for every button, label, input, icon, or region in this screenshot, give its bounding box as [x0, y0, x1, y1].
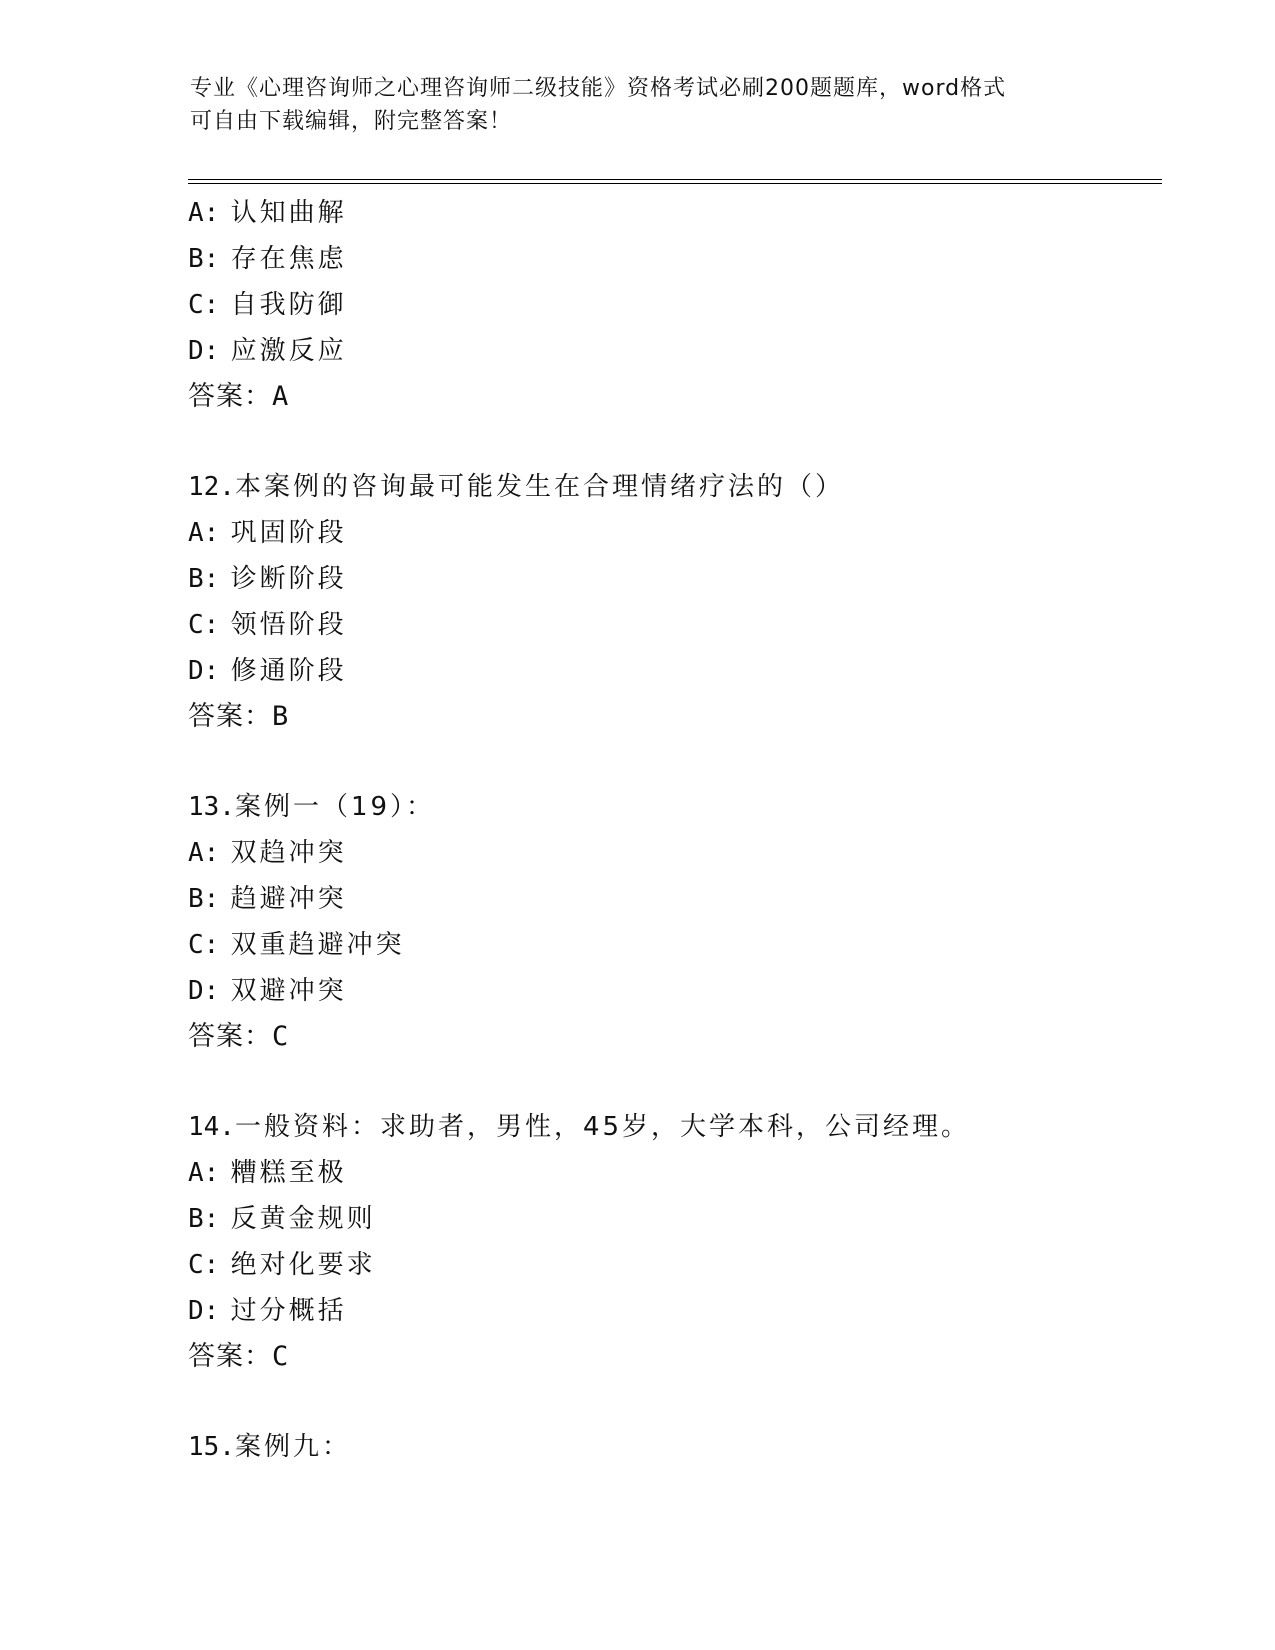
header-line-1: 专业《心理咨询师之心理咨询师二级技能》资格考试必刷200题题库，word格式	[190, 76, 1007, 101]
option-text: 自我防御	[230, 290, 347, 320]
question-block	[188, 464, 1168, 740]
option-d	[188, 1288, 1168, 1334]
question-block	[188, 1424, 1168, 1470]
answer-line	[188, 374, 1168, 420]
answer-line	[188, 1014, 1168, 1060]
option-c	[188, 1242, 1168, 1288]
answer-value: C	[272, 1021, 290, 1052]
option-letter: A:	[188, 518, 220, 548]
answer-value: C	[272, 1341, 290, 1372]
question-stem	[188, 784, 1168, 830]
option-letter: C:	[188, 610, 220, 640]
option-text: 应激反应	[230, 336, 347, 366]
option-c	[188, 282, 1168, 328]
option-letter: A:	[188, 198, 220, 228]
spacer	[188, 1060, 1168, 1104]
question-block	[188, 784, 1168, 1060]
option-letter: D:	[188, 656, 220, 686]
option-b	[188, 236, 1168, 282]
spacer	[188, 1380, 1168, 1424]
spacer	[188, 420, 1168, 464]
option-b	[188, 1196, 1168, 1242]
option-letter: A:	[188, 1158, 220, 1188]
header-divider-top	[188, 179, 1162, 180]
option-a	[188, 1150, 1168, 1196]
answer-value: A	[272, 381, 290, 412]
question-stem	[188, 1424, 1168, 1470]
question-list	[188, 190, 1168, 1470]
option-letter: B:	[188, 244, 220, 274]
option-d	[188, 648, 1168, 694]
question-number: 15.	[188, 1432, 235, 1462]
option-letter: D:	[188, 336, 220, 366]
option-text: 诊断阶段	[230, 564, 347, 594]
answer-value: B	[272, 701, 290, 732]
document-header	[190, 72, 1090, 138]
question-number: 12.	[188, 472, 235, 502]
question-number: 13.	[188, 792, 235, 822]
option-letter: B:	[188, 884, 220, 914]
option-text: 糟糕至极	[230, 1158, 347, 1188]
question-number: 14.	[188, 1112, 235, 1142]
question-block	[188, 190, 1168, 420]
question-text: 本案例的咨询最可能发生在合理情绪疗法的（）	[234, 472, 844, 502]
option-c	[188, 922, 1168, 968]
header-line-2: 可自由下载编辑，附完整答案！	[190, 109, 513, 134]
answer-line	[188, 694, 1168, 740]
option-text: 双避冲突	[230, 976, 347, 1006]
question-stem	[188, 1104, 1168, 1150]
option-d	[188, 328, 1168, 374]
option-text: 巩固阶段	[230, 518, 347, 548]
answer-label: 答案：	[188, 701, 272, 732]
header-divider-bottom	[188, 183, 1162, 184]
option-letter: D:	[188, 1296, 220, 1326]
question-stem	[188, 464, 1168, 510]
option-letter: C:	[188, 1250, 220, 1280]
option-text: 反黄金规则	[230, 1204, 376, 1234]
option-text: 趋避冲突	[230, 884, 347, 914]
option-letter: C:	[188, 930, 220, 960]
option-text: 双趋冲突	[230, 838, 347, 868]
question-text: 案例九：	[234, 1432, 351, 1462]
option-a	[188, 830, 1168, 876]
option-text: 过分概括	[230, 1296, 347, 1326]
option-text: 存在焦虑	[230, 244, 347, 274]
option-letter: D:	[188, 976, 220, 1006]
answer-label: 答案：	[188, 1341, 272, 1372]
option-text: 双重趋避冲突	[230, 930, 405, 960]
question-block	[188, 1104, 1168, 1380]
question-text: 一般资料：求助者，男性，45岁，大学本科，公司经理。	[234, 1112, 971, 1142]
option-b	[188, 556, 1168, 602]
answer-label: 答案：	[188, 381, 272, 412]
answer-line	[188, 1334, 1168, 1380]
option-text: 领悟阶段	[230, 610, 347, 640]
option-c	[188, 602, 1168, 648]
option-text: 修通阶段	[230, 656, 347, 686]
answer-label: 答案：	[188, 1021, 272, 1052]
question-text: 案例一（19）：	[234, 792, 436, 822]
option-letter: B:	[188, 564, 220, 594]
option-text: 绝对化要求	[230, 1250, 376, 1280]
option-text: 认知曲解	[230, 198, 347, 228]
spacer	[188, 740, 1168, 784]
option-d	[188, 968, 1168, 1014]
option-a	[188, 190, 1168, 236]
option-b	[188, 876, 1168, 922]
option-letter: B:	[188, 1204, 220, 1234]
option-a	[188, 510, 1168, 556]
option-letter: C:	[188, 290, 220, 320]
option-letter: A:	[188, 838, 220, 868]
